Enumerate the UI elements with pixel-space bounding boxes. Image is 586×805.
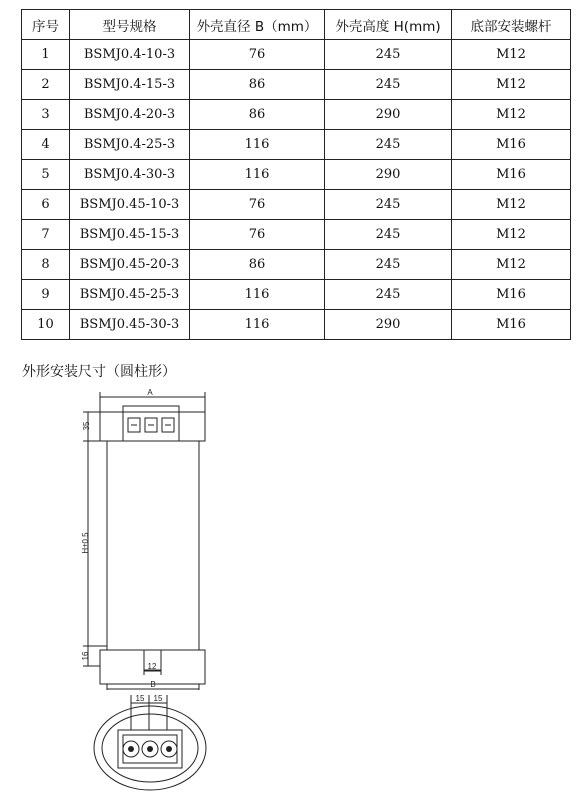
cell-height: 290 <box>325 310 452 340</box>
cell-model: BSMJ0.4-20-3 <box>70 100 190 130</box>
cell-height: 290 <box>325 160 452 190</box>
cell-index: 10 <box>22 310 70 340</box>
cell-height: 245 <box>325 280 452 310</box>
cell-height: 245 <box>325 190 452 220</box>
label-B: B <box>150 680 156 689</box>
label-A: A <box>147 388 153 397</box>
cell-stud: M12 <box>452 250 571 280</box>
cell-stud: M16 <box>452 280 571 310</box>
label-15-a: 15 <box>135 694 145 703</box>
cell-index: 3 <box>22 100 70 130</box>
cell-diameter: 76 <box>190 190 325 220</box>
cell-model: BSMJ0.45-30-3 <box>70 310 190 340</box>
cell-diameter: 86 <box>190 70 325 100</box>
cell-stud: M12 <box>452 190 571 220</box>
capacitor-lid <box>100 412 205 441</box>
cell-diameter: 86 <box>190 100 325 130</box>
capacitor-body <box>107 441 199 650</box>
cell-stud: M12 <box>452 220 571 250</box>
header-stud: 底部安装螺杆 <box>452 10 571 40</box>
cell-diameter: 116 <box>190 160 325 190</box>
label-15-b: 15 <box>153 694 163 703</box>
cell-diameter: 116 <box>190 310 325 340</box>
cell-index: 5 <box>22 160 70 190</box>
cell-stud: M16 <box>452 310 571 340</box>
cell-diameter: 76 <box>190 40 325 70</box>
cell-height: 245 <box>325 70 452 100</box>
cell-height: 245 <box>325 250 452 280</box>
cell-index: 2 <box>22 70 70 100</box>
cell-diameter: 86 <box>190 250 325 280</box>
cell-stud: M12 <box>452 100 571 130</box>
header-index: 序号 <box>22 10 70 40</box>
cell-height: 245 <box>325 130 452 160</box>
cell-model: BSMJ0.45-20-3 <box>70 250 190 280</box>
terminal-block <box>123 406 179 441</box>
cell-diameter: 116 <box>190 130 325 160</box>
cell-stud: M16 <box>452 130 571 160</box>
cell-model: BSMJ0.4-25-3 <box>70 130 190 160</box>
cell-height: 290 <box>325 100 452 130</box>
cell-diameter: 76 <box>190 220 325 250</box>
cell-index: 4 <box>22 130 70 160</box>
cell-model: BSMJ0.4-15-3 <box>70 70 190 100</box>
drawing-caption: 外形安装尺寸（圆柱形） <box>22 364 176 380</box>
header-height: 外壳高度 H(mm) <box>325 10 452 40</box>
cell-stud: M12 <box>452 40 571 70</box>
cell-model: BSMJ0.45-15-3 <box>70 220 190 250</box>
label-H: H±0.5 <box>81 532 90 554</box>
cell-model: BSMJ0.45-25-3 <box>70 280 190 310</box>
label-35: 35 <box>82 421 91 431</box>
cell-height: 245 <box>325 40 452 70</box>
cell-height: 245 <box>325 220 452 250</box>
cell-index: 8 <box>22 250 70 280</box>
header-diameter: 外壳直径 B（mm） <box>190 10 325 40</box>
cell-index: 7 <box>22 220 70 250</box>
cell-index: 6 <box>22 190 70 220</box>
cell-diameter: 116 <box>190 280 325 310</box>
cell-model: BSMJ0.45-10-3 <box>70 190 190 220</box>
cell-stud: M12 <box>452 70 571 100</box>
cell-stud: M16 <box>452 160 571 190</box>
cell-model: BSMJ0.4-30-3 <box>70 160 190 190</box>
label-12: 12 <box>147 662 157 671</box>
header-model: 型号规格 <box>70 10 190 40</box>
cell-index: 9 <box>22 280 70 310</box>
cell-index: 1 <box>22 40 70 70</box>
label-16: 16 <box>81 651 90 661</box>
cell-model: BSMJ0.4-10-3 <box>70 40 190 70</box>
